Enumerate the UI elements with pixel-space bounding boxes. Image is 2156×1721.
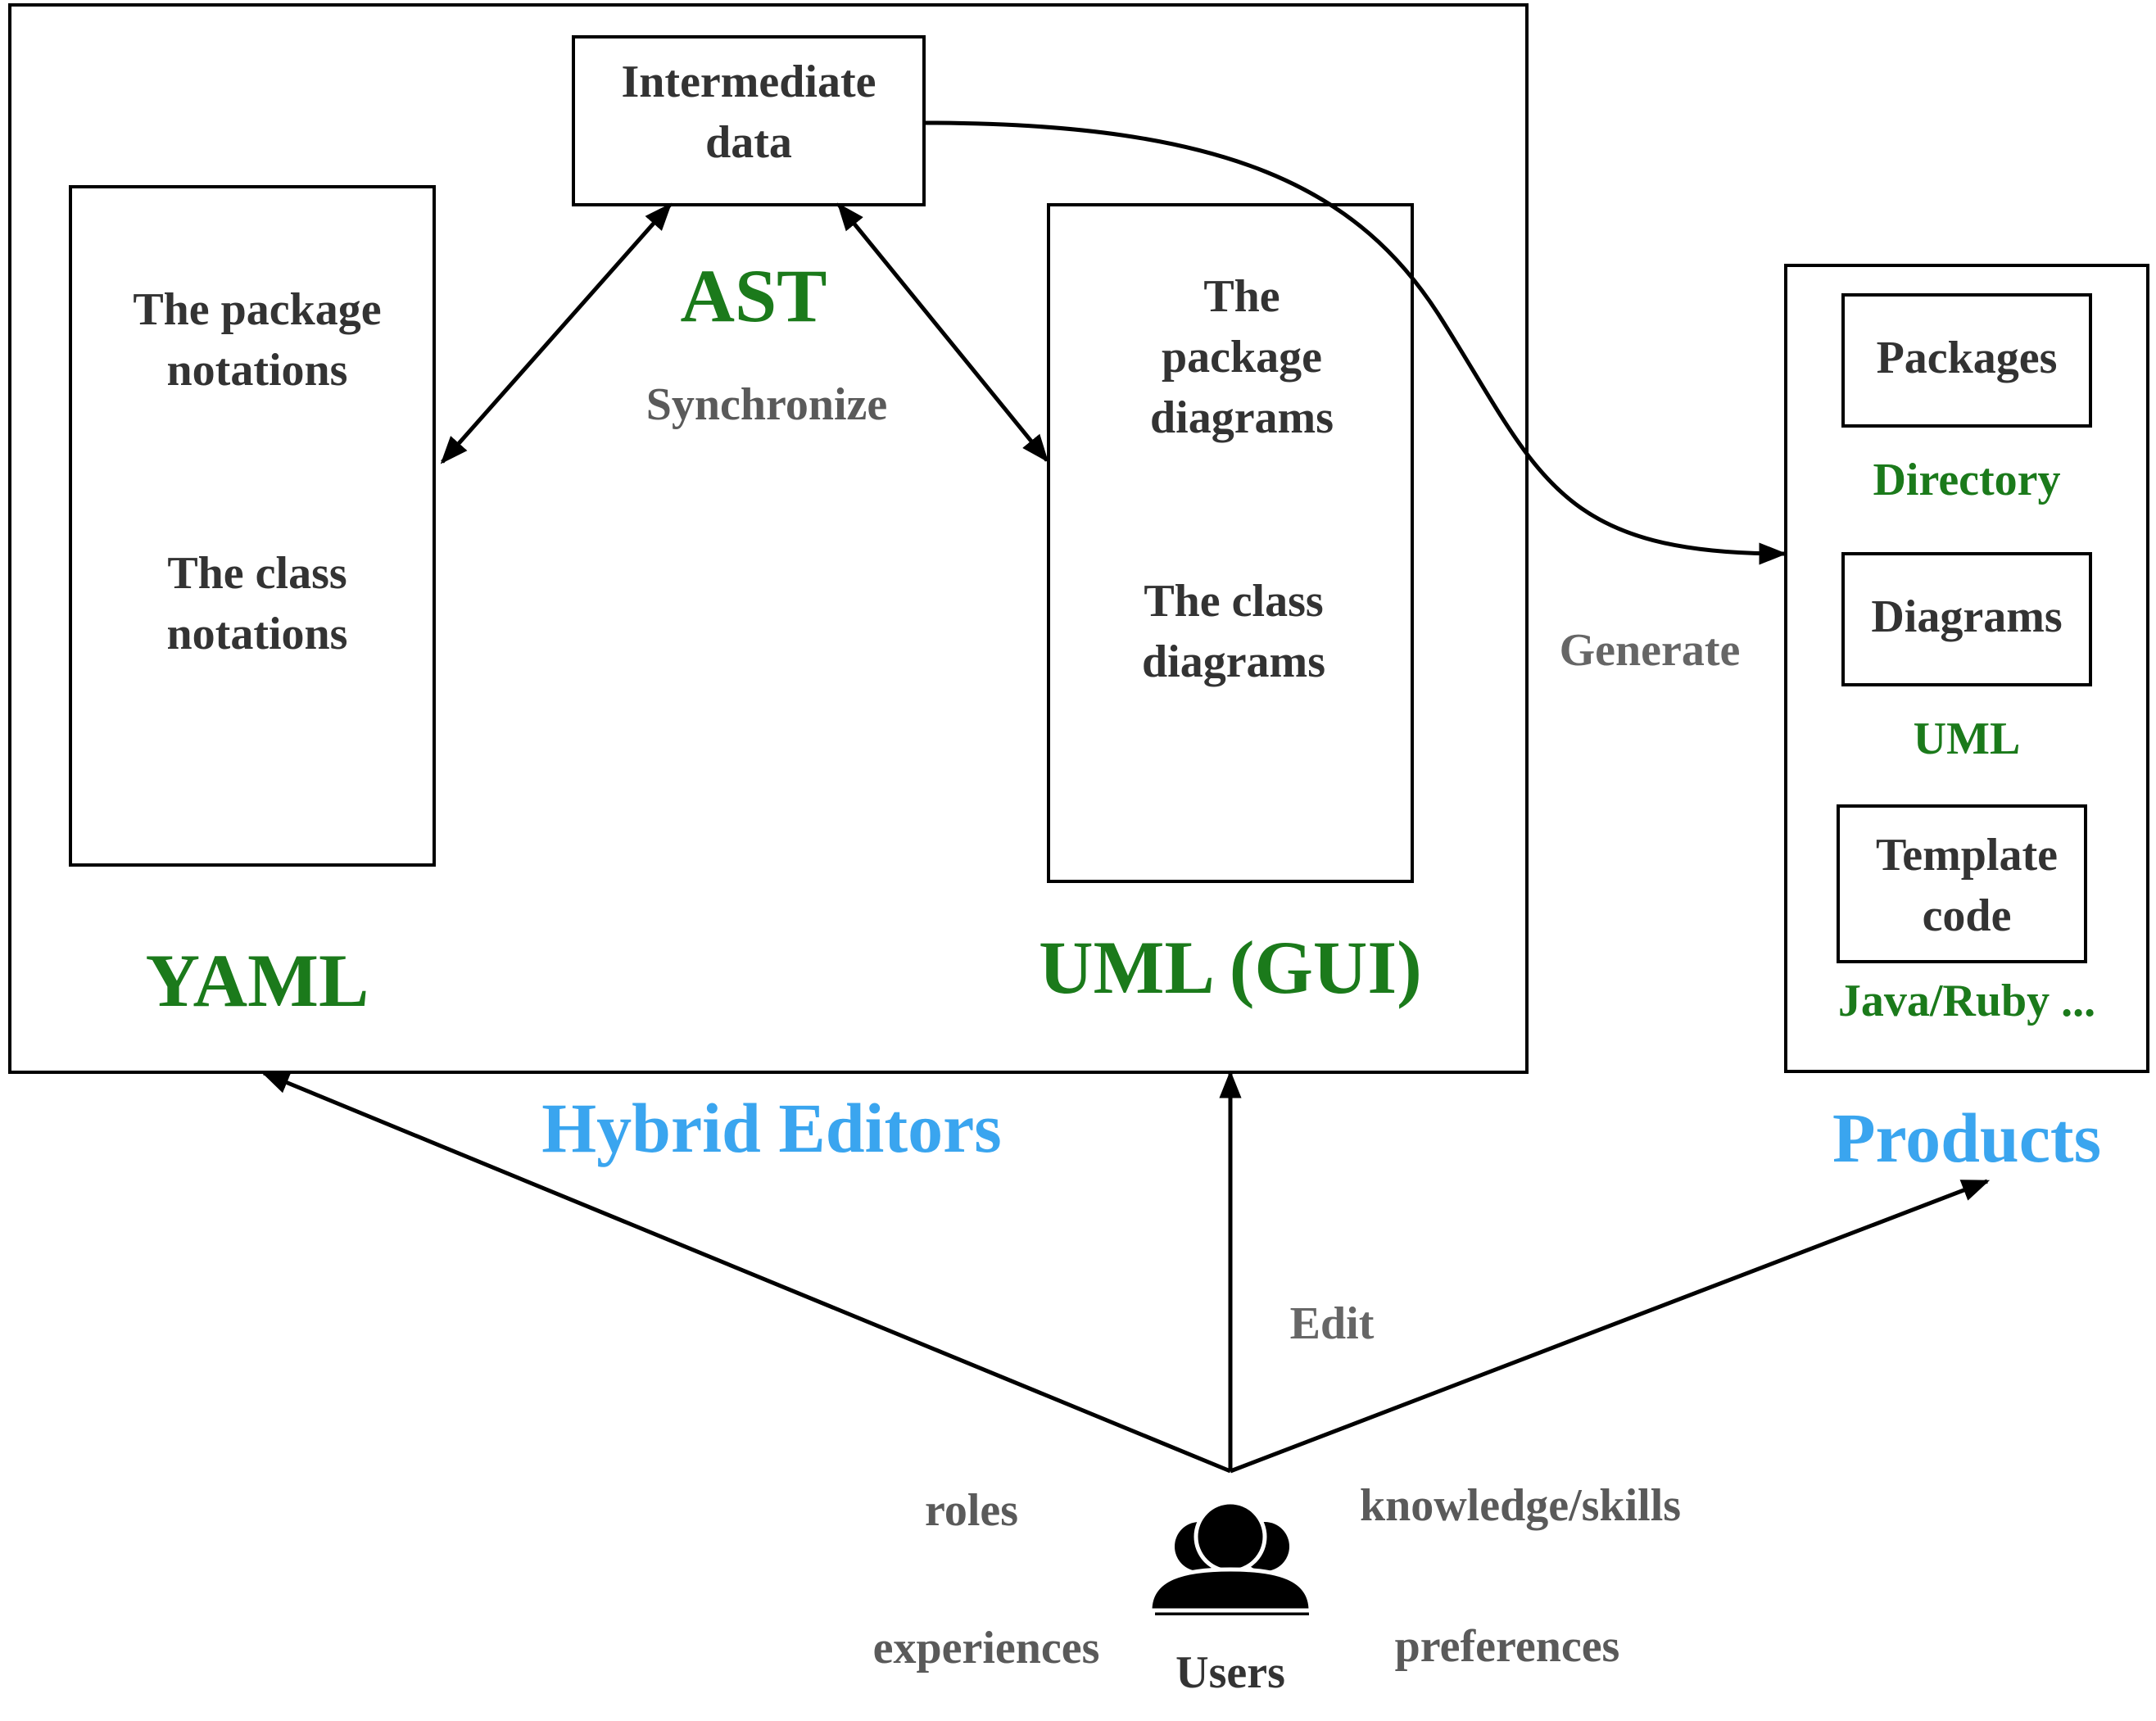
- edit-label: Edit: [1289, 1298, 1375, 1349]
- uml-class-line1: The class: [1144, 576, 1324, 627]
- java-ruby-label: Java/Ruby ...: [1837, 976, 2096, 1026]
- knowledge-skills-label: knowledge/skills: [1359, 1480, 1682, 1531]
- diagrams-box-label: Diagrams: [1871, 591, 2063, 642]
- packages-box-label: Packages: [1876, 333, 2058, 383]
- uml-package-line2: package: [1162, 332, 1322, 383]
- synchronize-label: Synchronize: [645, 379, 888, 430]
- yaml-label: YAML: [145, 939, 369, 1022]
- directory-label: Directory: [1873, 455, 2061, 505]
- products-title: Products: [1832, 1098, 2102, 1177]
- preferences-label: preferences: [1394, 1621, 1620, 1672]
- yaml-class-line1: The class: [167, 548, 347, 599]
- yaml-package-line1: The package: [133, 284, 382, 335]
- intermediate-data-line1: Intermediate: [621, 57, 876, 107]
- uml-class-line2: diagrams: [1142, 636, 1325, 687]
- intermediate-data-line2: data: [705, 117, 792, 168]
- uml-package-line3: diagrams: [1150, 392, 1334, 443]
- products-container: [1786, 265, 2148, 1071]
- uml-package-line1: The: [1203, 271, 1280, 322]
- yaml-package-line2: notations: [166, 345, 348, 396]
- yaml-class-line2: notations: [166, 609, 348, 659]
- hybrid-editors-title: Hybrid Editors: [541, 1089, 1002, 1167]
- experiences-label: experiences: [872, 1623, 1100, 1673]
- generate-label: Generate: [1559, 625, 1741, 676]
- template-code-line2: code: [1922, 890, 2012, 941]
- roles-label: roles: [924, 1485, 1019, 1536]
- users-label: Users: [1175, 1647, 1285, 1698]
- uml-product-label: UML: [1913, 713, 2021, 764]
- generate-arrow: [924, 123, 1784, 554]
- users-icon: [1150, 1502, 1311, 1615]
- sync-arrow-yaml: [442, 205, 670, 462]
- ast-label: AST: [680, 254, 827, 337]
- uml-gui-label: UML (GUI): [1039, 926, 1422, 1009]
- template-code-line1: Template: [1876, 830, 2058, 881]
